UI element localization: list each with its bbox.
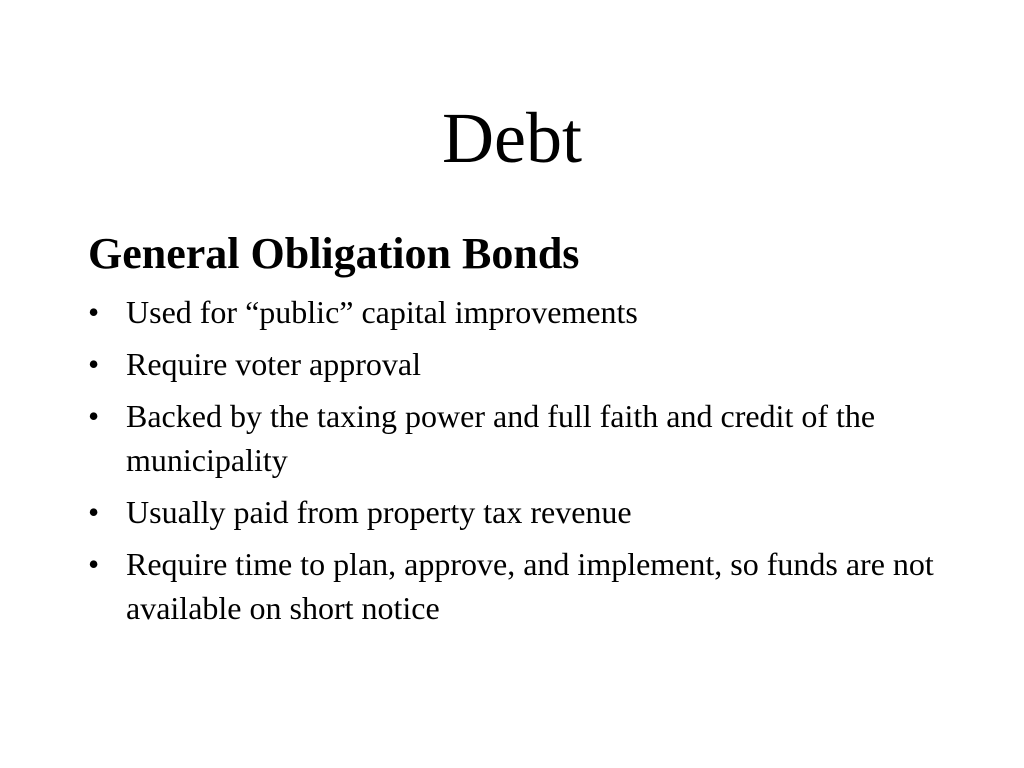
bullet-item xyxy=(88,542,938,630)
bullet-item xyxy=(88,394,938,482)
bullet-text: Used for “public” capital improvements xyxy=(126,294,638,330)
bullet-list xyxy=(88,290,938,630)
bullet-text: Require voter approval xyxy=(126,346,421,382)
bullet-dot-icon: • xyxy=(88,494,100,530)
bullet-dot-icon: • xyxy=(88,346,100,382)
bullet-item xyxy=(88,290,938,334)
bullet-text: Backed by the taxing power and full faith and credit of the municipality xyxy=(126,398,876,478)
bullet-dot-icon: • xyxy=(88,398,100,434)
bullet-text: Usually paid from property tax revenue xyxy=(126,494,632,530)
slide-content xyxy=(88,226,938,638)
bullet-item xyxy=(88,342,938,386)
slide-title: Debt xyxy=(442,98,582,178)
bullet-text: Require time to plan, approve, and implement, so funds are not available on short notice xyxy=(126,546,934,626)
bullet-item xyxy=(88,490,938,534)
bullet-dot-icon: • xyxy=(88,546,100,582)
bullet-dot-icon: • xyxy=(88,294,100,330)
subheading: General Obligation Bonds xyxy=(88,229,580,278)
